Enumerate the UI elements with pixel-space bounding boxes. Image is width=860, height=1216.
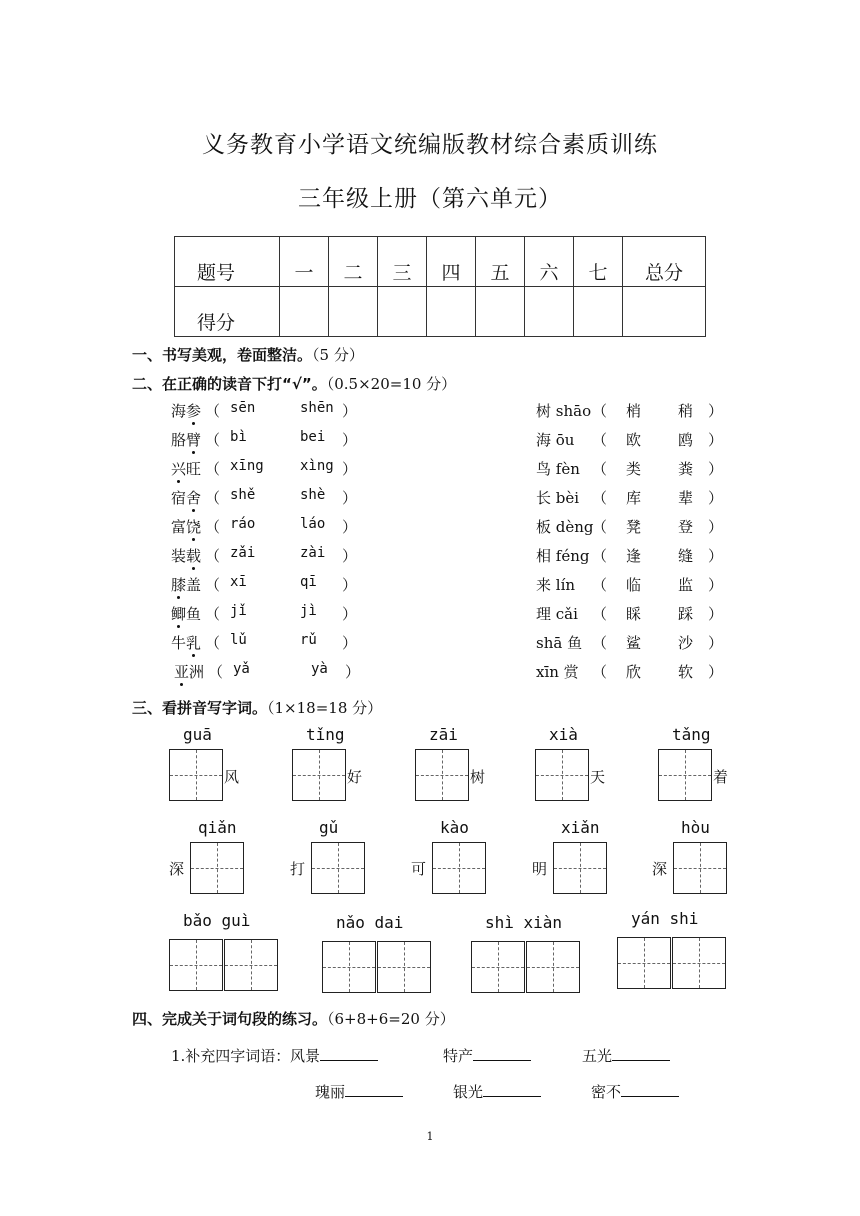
idiom-prefix: 密不: [591, 1083, 622, 1101]
character-item: [0, 632, 860, 654]
section-1-points: （5 分）: [312, 346, 364, 364]
idiom-fill: [443, 1045, 531, 1066]
q1-label: 1.补充四字词语：: [171, 1047, 291, 1065]
character-item: [0, 516, 860, 538]
character-option-b[interactable]: 软: [678, 663, 694, 681]
character-option-a[interactable]: 凳: [626, 518, 642, 536]
character-stem: 海 ōu: [536, 431, 575, 449]
character-stem: 理 cǎi: [536, 605, 578, 623]
writing-box[interactable]: [415, 749, 469, 801]
score-cell[interactable]: [427, 287, 476, 337]
word-suffix: 风: [224, 768, 240, 786]
word-suffix: 树: [470, 768, 486, 786]
pinyin-option-a[interactable]: xīng: [230, 458, 264, 474]
writing-box[interactable]: [553, 842, 607, 894]
paren-open: （: [592, 431, 608, 449]
character-option-b[interactable]: 踩: [678, 605, 694, 623]
character-stem: 鸟 fèn: [536, 460, 580, 478]
pinyin-option-b[interactable]: shè: [300, 487, 326, 503]
pinyin-option-b[interactable]: qī: [300, 574, 317, 590]
pinyin-option-b[interactable]: láo: [300, 516, 326, 532]
idiom-blank[interactable]: [473, 1046, 531, 1061]
word-char-dotted: 臂: [186, 431, 202, 449]
pinyin-label: qiǎn: [198, 818, 237, 837]
paren-close: ）: [342, 489, 358, 507]
character-option-b[interactable]: 辈: [678, 489, 694, 507]
word-char-dotted: 鲫: [171, 605, 187, 623]
pinyin-label: tǐng: [306, 725, 345, 744]
character-option-a[interactable]: 库: [626, 489, 642, 507]
paren-close: ）: [708, 663, 724, 681]
paren-close: ）: [342, 402, 358, 420]
score-cell[interactable]: [525, 287, 574, 337]
paren-close: ）: [345, 663, 361, 681]
paren-close: ）: [708, 634, 724, 652]
paren-open: （: [592, 547, 608, 565]
idiom-fill: [582, 1045, 670, 1066]
word-prefix: 明: [532, 860, 548, 878]
word-prefix: 可: [411, 860, 427, 878]
score-col-2: 二: [329, 237, 378, 287]
paren-open: （: [205, 605, 221, 623]
character-stem: 相 féng: [536, 547, 590, 565]
score-table: [174, 236, 706, 337]
character-option-a[interactable]: 临: [626, 576, 642, 594]
character-item: [0, 487, 860, 509]
paren-open: （: [592, 460, 608, 478]
section-3-title: 三、看拼音写字词。: [132, 699, 268, 717]
pinyin-option-a[interactable]: shě: [230, 487, 256, 503]
character-item: [0, 545, 860, 567]
writing-box[interactable]: [658, 749, 712, 801]
word-char: 宿: [171, 489, 187, 507]
idiom-fill: [290, 1045, 378, 1066]
idiom-blank[interactable]: [483, 1082, 541, 1097]
section-1-heading: [132, 344, 364, 365]
pinyin-option-b[interactable]: jì: [300, 603, 317, 619]
word-char: 旺: [186, 460, 202, 478]
pinyin-option-b[interactable]: xìng: [300, 458, 334, 474]
character-item: [0, 603, 860, 625]
writing-box[interactable]: [292, 749, 346, 801]
score-cell[interactable]: [476, 287, 525, 337]
paren-close: ）: [708, 460, 724, 478]
writing-box[interactable]: [432, 842, 486, 894]
writing-box[interactable]: [169, 939, 223, 991]
pinyin-option-a[interactable]: lǔ: [230, 632, 247, 648]
pinyin-option-a[interactable]: jǐ: [230, 603, 247, 619]
paren-open: （: [208, 663, 224, 681]
score-cell[interactable]: [280, 287, 329, 337]
pinyin-label: hòu: [681, 818, 710, 837]
paren-close: ）: [708, 402, 724, 420]
idiom-prefix: 风景: [290, 1047, 321, 1065]
writing-box[interactable]: [311, 842, 365, 894]
paren-open: （: [592, 634, 608, 652]
paren-close: ）: [708, 431, 724, 449]
pinyin-label: shì xiàn: [485, 913, 563, 932]
paren-open: （: [592, 576, 608, 594]
writing-box[interactable]: [673, 842, 727, 894]
score-col-5: 五: [476, 237, 525, 287]
paren-close: ）: [342, 605, 358, 623]
section-3-heading: [132, 697, 382, 718]
paren-open: （: [592, 605, 608, 623]
pinyin-option-a[interactable]: yǎ: [233, 661, 250, 677]
word-char: 富: [171, 518, 187, 536]
score-total-label: 总分: [623, 237, 706, 287]
paren-open: （: [592, 663, 608, 681]
score-cell[interactable]: [574, 287, 623, 337]
character-item: [0, 458, 860, 480]
score-col-1: 一: [280, 237, 329, 287]
character-option-a[interactable]: 梢: [626, 402, 642, 420]
paren-open: （: [205, 431, 221, 449]
pinyin-label: zāi: [429, 725, 458, 744]
paren-close: ）: [708, 547, 724, 565]
paren-open: （: [592, 489, 608, 507]
writing-box[interactable]: [526, 941, 580, 993]
score-col-4: 四: [427, 237, 476, 287]
word-prefix: 深: [169, 860, 185, 878]
pinyin-label: tǎng: [672, 725, 711, 744]
character-option-b[interactable]: 粪: [678, 460, 694, 478]
section-2-title: 二、在正确的读音下打“√”。: [132, 375, 327, 393]
word-char: 洲: [189, 663, 205, 681]
paren-open: （: [592, 402, 608, 420]
writing-box[interactable]: [617, 937, 671, 989]
pinyin-option-b[interactable]: zài: [300, 545, 326, 561]
character-option-b[interactable]: 监: [678, 576, 694, 594]
writing-box[interactable]: [471, 941, 525, 993]
idiom-prefix: 瑰丽: [315, 1083, 346, 1101]
word-char: 盖: [186, 576, 202, 594]
pinyin-option-b[interactable]: yà: [311, 661, 328, 677]
paren-open: （: [205, 402, 221, 420]
score-row-label: 得分: [175, 287, 280, 337]
pinyin-label: xiǎn: [561, 818, 600, 837]
paren-open: （: [205, 547, 221, 565]
writing-box[interactable]: [672, 937, 726, 989]
paren-open: （: [205, 518, 221, 536]
idiom-blank[interactable]: [621, 1082, 679, 1097]
character-item: [0, 661, 860, 683]
writing-box[interactable]: [322, 941, 376, 993]
pinyin-label: gǔ: [319, 818, 339, 837]
character-item: [0, 429, 860, 451]
word-suffix: 着: [713, 768, 729, 786]
word-char: 海: [171, 402, 187, 420]
pinyin-option-a[interactable]: ráo: [230, 516, 256, 532]
paren-open: （: [205, 489, 221, 507]
score-col-6: 六: [525, 237, 574, 287]
paren-close: ）: [708, 489, 724, 507]
page-number: 1: [426, 1130, 434, 1143]
idiom-fill: [591, 1081, 679, 1102]
word-char-dotted: 参: [186, 402, 202, 420]
pinyin-option-a[interactable]: bì: [230, 429, 247, 445]
paren-close: ）: [708, 605, 724, 623]
paren-close: ）: [342, 460, 358, 478]
word-char: 装: [171, 547, 187, 565]
paren-open: （: [205, 634, 221, 652]
section-4-title: 四、完成关于词句段的练习。: [132, 1010, 328, 1028]
pinyin-option-a[interactable]: sēn: [230, 400, 256, 416]
pinyin-label: guā: [183, 725, 212, 744]
section-4-heading: [132, 1008, 455, 1029]
paren-close: ）: [708, 518, 724, 536]
word-char-dotted: 乳: [186, 634, 202, 652]
word-char-dotted: 亚: [174, 663, 190, 681]
idiom-fill: [453, 1081, 541, 1102]
character-stem: 来 lín: [536, 576, 576, 594]
paren-close: ）: [708, 576, 724, 594]
pinyin-option-b[interactable]: bei: [300, 429, 326, 445]
word-char-dotted: 膝: [171, 576, 187, 594]
idiom-blank[interactable]: [612, 1046, 670, 1061]
pinyin-label: nǎo dai: [336, 913, 404, 932]
word-char-dotted: 舍: [186, 489, 202, 507]
character-option-b[interactable]: 登: [678, 518, 694, 536]
score-cell[interactable]: [378, 287, 427, 337]
score-cell[interactable]: [329, 287, 378, 337]
character-stem: 树 shāo: [536, 402, 592, 420]
paren-close: ）: [342, 634, 358, 652]
word-suffix: 天: [590, 768, 606, 786]
pinyin-label: bǎo guì: [183, 911, 251, 930]
section-3-points: （1×18=18 分）: [267, 699, 383, 717]
section-1-title: 一、书写美观，卷面整洁。: [132, 346, 313, 364]
character-stem: xīn 赏: [536, 663, 579, 681]
writing-box[interactable]: [224, 939, 278, 991]
paren-open: （: [205, 576, 221, 594]
character-item: [0, 574, 860, 596]
score-cell-total[interactable]: [623, 287, 706, 337]
idiom-fill: [315, 1081, 403, 1102]
paren-open: （: [592, 518, 608, 536]
character-option-a[interactable]: 鲨: [626, 634, 642, 652]
word-char: 鱼: [186, 605, 202, 623]
paren-close: ）: [342, 518, 358, 536]
idiom-blank[interactable]: [345, 1082, 403, 1097]
pinyin-option-a[interactable]: xī: [230, 574, 247, 590]
page-subtitle: 三年级上册（第六单元）: [298, 186, 562, 212]
character-option-b[interactable]: 鸥: [678, 431, 694, 449]
character-option-a[interactable]: 逢: [626, 547, 642, 565]
word-prefix: 打: [290, 860, 306, 878]
pinyin-option-a[interactable]: zǎi: [230, 545, 256, 561]
writing-box[interactable]: [535, 749, 589, 801]
character-stem: 板 dèng: [536, 518, 594, 536]
character-stem: 长 bèi: [536, 489, 580, 507]
pinyin-option-b[interactable]: rǔ: [300, 632, 317, 648]
score-table-header-row: [175, 237, 706, 287]
idiom-prefix: 特产: [443, 1047, 474, 1065]
section-4-points: （6+8+6=20 分）: [327, 1010, 455, 1028]
paren-close: ）: [342, 576, 358, 594]
character-option-a[interactable]: 睬: [626, 605, 642, 623]
character-option-b[interactable]: 缝: [678, 547, 694, 565]
word-char-dotted: 饶: [186, 518, 202, 536]
pinyin-label: xià: [549, 725, 578, 744]
section-2-heading: [132, 373, 456, 394]
idiom-prefix: 银光: [453, 1083, 484, 1101]
character-option-a[interactable]: 欧: [626, 431, 642, 449]
paren-close: ）: [342, 547, 358, 565]
paren-open: （: [205, 460, 221, 478]
score-col-7: 七: [574, 237, 623, 287]
pinyin-option-b[interactable]: shēn: [300, 400, 334, 416]
word-char: 牛: [171, 634, 187, 652]
word-suffix: 好: [347, 768, 363, 786]
score-header-label: 题号: [175, 237, 280, 287]
character-option-b[interactable]: 沙: [678, 634, 694, 652]
pinyin-label: kào: [440, 818, 469, 837]
word-char: 胳: [171, 431, 187, 449]
character-option-a[interactable]: 欣: [626, 663, 642, 681]
writing-box[interactable]: [169, 749, 223, 801]
writing-box[interactable]: [190, 842, 244, 894]
section-2-points: （0.5×20=10 分）: [326, 375, 457, 393]
character-stem: shā 鱼: [536, 634, 583, 652]
word-char-dotted: 兴: [171, 460, 187, 478]
score-col-3: 三: [378, 237, 427, 287]
character-option-b[interactable]: 稍: [678, 402, 694, 420]
page-title: 义务教育小学语文统编版教材综合素质训练: [202, 132, 658, 158]
score-table-score-row: [175, 287, 706, 337]
character-item: [0, 400, 860, 422]
word-char-dotted: 载: [186, 547, 202, 565]
paren-close: ）: [342, 431, 358, 449]
pinyin-label: yán shi: [631, 909, 699, 928]
idiom-prefix: 五光: [582, 1047, 613, 1065]
word-prefix: 深: [652, 860, 668, 878]
writing-box[interactable]: [377, 941, 431, 993]
character-option-a[interactable]: 类: [626, 460, 642, 478]
idiom-blank[interactable]: [320, 1046, 378, 1061]
